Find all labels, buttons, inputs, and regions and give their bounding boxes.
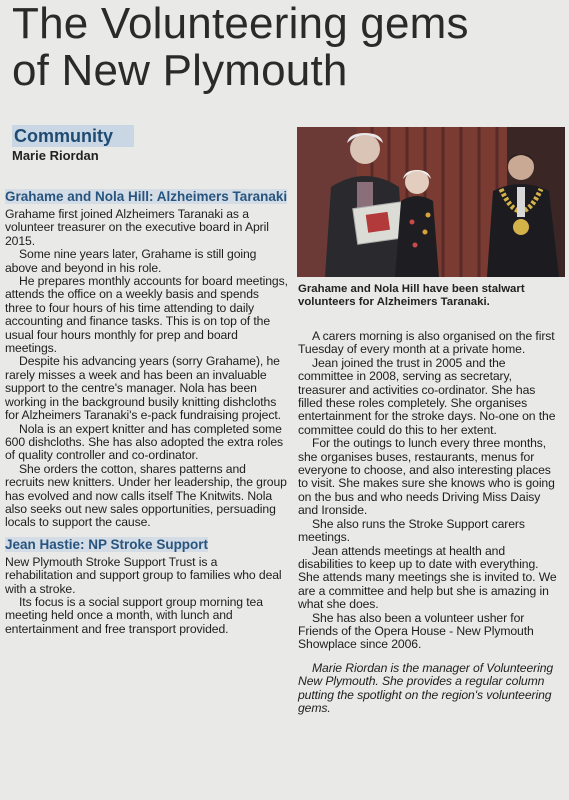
headline (12, 0, 562, 94)
subheading-2-wrap (5, 536, 288, 554)
left-column (5, 188, 288, 636)
paragraph: She has also been a volunteer usher for Friends of the Opera House - New Plymouth Showplace since 2006. (298, 610, 534, 652)
paragraph: She orders the cotton, shares patterns and recruits new knitters. Under her leadership, the group has evolved and now calls itself The Knitwits. Nola also seeks out new sales opportunities, persuading locals to support the cause. (5, 461, 287, 530)
paragraph: A carers morning is also organised on the first Tuesday of every month at a private home. (298, 329, 555, 357)
photo-illustration (297, 127, 565, 277)
paragraph: Some nine years later, Grahame is still going above and beyond in his role. (5, 247, 257, 275)
paragraph: Jean attends meetings at health and disabilities to keep up to date with everything. She attends many meetings she is invited to. We are a committee and help but she is amazing in what she does. (298, 543, 557, 612)
paragraph: He prepares monthly accounts for board meetings, attends the office on a weekly basis and spends three to four hours of his time attending to daily accounting and finance tasks. This is on top of the usual four hours monthly for prep and board meetings. (5, 274, 288, 356)
subheading-grahame-nola: Grahame and Nola Hill: Alzheimers Taranaki (5, 189, 288, 204)
article-photo (297, 127, 565, 277)
paragraph: New Plymouth Stroke Support Trust is a rehabilitation and support group to families who deal with a stroke. (5, 554, 282, 596)
paragraph: Nola is an expert knitter and has completed some 600 dishcloths. She has also adopted the extra roles of quality controller and co-ordinator. (5, 421, 284, 463)
author-bio: Marie Riordan is the manager of Volunteering New Plymouth. She provides a regular column putting the spotlight on the region's volunteering gems. (298, 660, 554, 715)
headline-line-1: The Volunteering gems (12, 0, 469, 48)
photo-caption: Grahame and Nola Hill have been stalwart volunteers for Alzheimers Taranaki. (298, 283, 525, 308)
subheading-1-wrap (5, 188, 288, 206)
section-label: Community (12, 125, 134, 147)
headline-line-2: of New Plymouth (12, 46, 348, 95)
paragraph: Grahame first joined Alzheimers Taranaki as a volunteer treasurer on the executive board in April 2015. (5, 207, 269, 248)
paragraph: Its focus is a social support group morning tea meeting held once a month, with lunch and entertainment and free transport provided. (5, 594, 263, 636)
paragraph: Despite his advancing years (sorry Grahame), he rarely misses a week and has been an invaluable support to the centre's manager. Nola has been working in the background busily knitting dishcloths for Alzheimers Taranaki's e-pack fundraising project. (5, 354, 281, 423)
right-column (298, 330, 560, 715)
paragraph: She also runs the Stroke Support carers meetings. (298, 516, 525, 545)
byline: Marie Riordan (12, 148, 99, 163)
subheading-jean-hastie: Jean Hastie: NP Stroke Support (5, 536, 209, 552)
paragraph: For the outings to lunch every three months, she organises buses, restaurants, menus for everyone to choose, and also interesting places to visit. She makes sure she knows who is going on the bus and who needs Driving Miss Daisy and Ironside. (298, 436, 555, 518)
paragraph: Jean joined the trust in 2005 and the committee in 2008, serving as secretary, treasurer and activities co-ordinator. She has filled these roles completely. She organises entertainment for the stroke days. No-one on the committee could do this to her extent. (298, 355, 556, 437)
